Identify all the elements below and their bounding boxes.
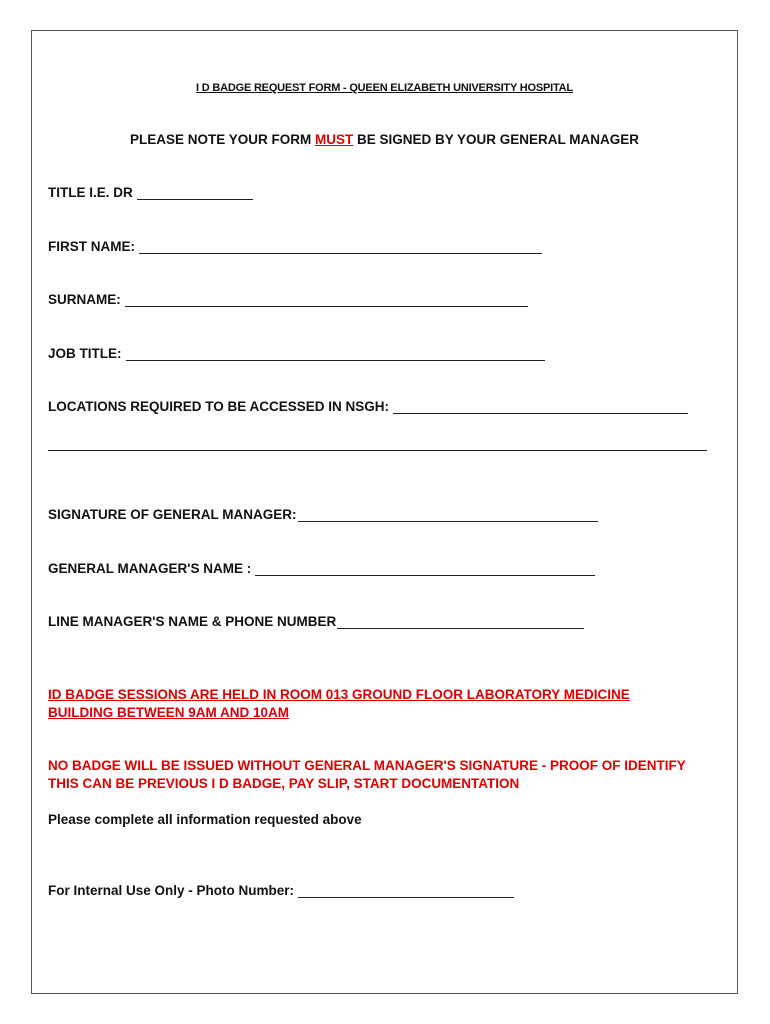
form-title: I D BADGE REQUEST FORM - QUEEN ELIZABETH UNIVERSITY HOSPITAL: [196, 82, 573, 94]
signature-line[interactable]: [298, 520, 598, 522]
title-field-line[interactable]: [137, 198, 253, 200]
locations-label: LOCATIONS REQUIRED TO BE ACCESSED IN NSGH:: [48, 399, 390, 414]
locations-line-continued[interactable]: [48, 449, 707, 451]
surname-label: SURNAME:: [48, 292, 121, 307]
first-name-label: FIRST NAME:: [48, 239, 135, 254]
complete-instruction: Please complete all information requested above: [48, 812, 362, 827]
note-text-before: PLEASE NOTE YOUR FORM: [129, 132, 315, 147]
signature-label: SIGNATURE OF GENERAL MANAGER:: [48, 507, 297, 522]
locations-field[interactable]: [48, 399, 688, 414]
no-badge-notice: NO BADGE WILL BE ISSUED WITHOUT GENERAL MANAGER'S SIGNATURE - PROOF OF IDENTIFY THIS CAN BE PREVIOUS I D BADGE, PAY SLIP, START DOCUMENTATION: [48, 758, 686, 791]
note-must-emphasis: MUST: [314, 132, 354, 147]
form-page: [31, 30, 738, 994]
locations-line[interactable]: [393, 412, 688, 414]
surname-line[interactable]: [125, 305, 528, 307]
photo-number-line[interactable]: [298, 896, 514, 898]
line-manager-label: LINE MANAGER'S NAME & PHONE NUMBER: [48, 614, 337, 629]
gm-name-field[interactable]: [48, 561, 595, 576]
surname-field[interactable]: [48, 292, 528, 307]
signature-field[interactable]: [48, 507, 598, 522]
first-name-line[interactable]: [139, 252, 542, 254]
job-title-line[interactable]: [126, 359, 545, 361]
photo-number-field[interactable]: [48, 883, 514, 898]
signature-requirement-note: [32, 132, 737, 147]
internal-use-label: For Internal Use Only - Photo Number:: [48, 883, 295, 898]
note-text-after: BE SIGNED BY YOUR GENERAL MANAGER: [353, 132, 640, 147]
gm-name-label: GENERAL MANAGER'S NAME :: [48, 561, 252, 576]
first-name-field[interactable]: [48, 239, 542, 254]
job-title-field[interactable]: [48, 346, 545, 361]
title-field[interactable]: [48, 185, 253, 200]
title-field-label: TITLE I.E. DR: [48, 185, 133, 200]
job-title-label: JOB TITLE:: [48, 346, 122, 361]
gm-name-line[interactable]: [255, 574, 595, 576]
line-manager-line[interactable]: [337, 627, 584, 629]
line-manager-field[interactable]: [48, 614, 584, 629]
sessions-notice: ID BADGE SESSIONS ARE HELD IN ROOM 013 GROUND FLOOR LABORATORY MEDICINE BUILDING BETWEEN 9AM AND 10AM: [48, 687, 630, 720]
